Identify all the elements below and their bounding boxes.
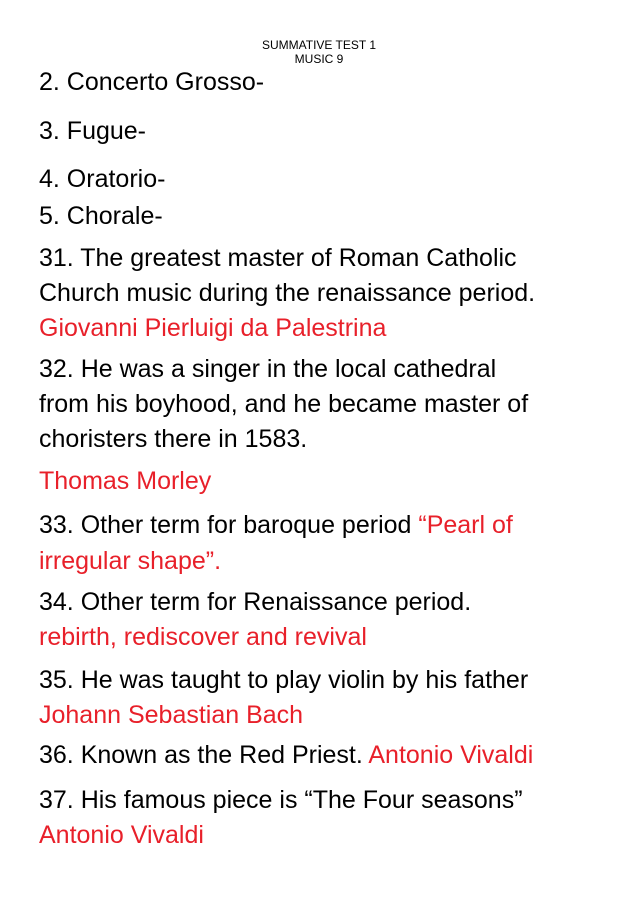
answer-34: rebirth, rediscover and revival [39, 623, 367, 651]
question-33-line-1 [39, 510, 513, 540]
question-32-line-3: choristers there in 1583. [39, 425, 308, 453]
answer-33-part-2: irregular shape”. [39, 547, 222, 575]
answer-33-part-1: “Pearl of [418, 511, 513, 539]
question-37: 37. His famous piece is “The Four seasons” [39, 786, 523, 814]
answer-35: Johann Sebastian Bach [39, 701, 304, 729]
question-35: 35. He was taught to play violin by his father [39, 666, 529, 694]
question-32-line-1: 32. He was a singer in the local cathedral [39, 355, 497, 383]
question-31-line-1: 31. The greatest master of Roman Catholic [39, 244, 517, 272]
question-31-line-2: Church music during the renaissance period. [39, 279, 536, 307]
item-5: 5. Chorale- [39, 202, 163, 230]
answer-37: Antonio Vivaldi [39, 821, 204, 849]
test-title: SUMMATIVE TEST 1 [261, 38, 377, 52]
question-36-line [39, 740, 533, 770]
question-33-text: 33. Other term for baroque period [39, 511, 419, 539]
question-32-line-2: from his boyhood, and he became master of [39, 390, 529, 418]
answer-36: Antonio Vivaldi [368, 741, 534, 769]
answer-31: Giovanni Pierluigi da Palestrina [39, 314, 387, 342]
test-subject: MUSIC 9 [294, 52, 344, 66]
question-34: 34. Other term for Renaissance period. [39, 588, 472, 616]
item-4: 4. Oratorio- [39, 165, 166, 193]
answer-32: Thomas Morley [39, 467, 212, 495]
item-3: 3. Fugue- [39, 117, 147, 145]
question-36-text: 36. Known as the Red Priest. [39, 741, 369, 769]
item-2: 2. Concerto Grosso- [39, 68, 265, 96]
